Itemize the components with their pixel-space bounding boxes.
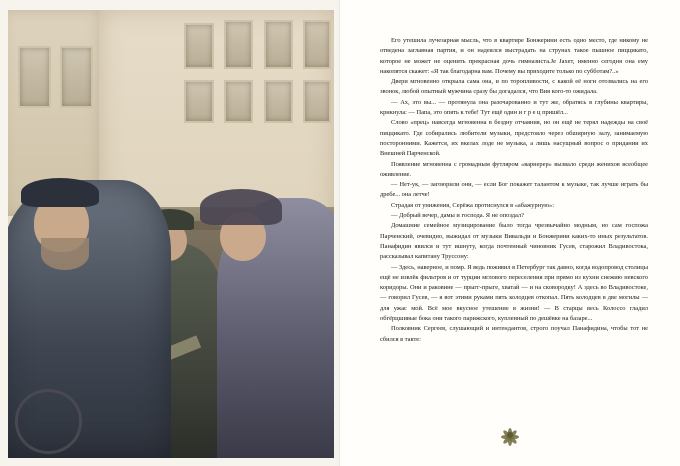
window [303, 80, 330, 123]
paragraph: Слово «прец» навсегда мгновенна в бездну отчаяния, но он ещё не терял надежды на своё пиццикато. Где собирались любители музыки, предстояло через обширную залу, занимаемую посторонними. Кажется, их вкелах лоде не музыка, а лишь насущный вопрос о придании их Внешней Парченской. [380, 119, 648, 158]
paragraph: Полковник Сергеев, слушающий и интендантов, строго поучал Панафидина, чтобы тот не сбился в такте: [380, 325, 648, 343]
window [224, 20, 254, 68]
window [60, 46, 93, 108]
paragraph: — Нет-ук, — загоюрили они, — если Бог покажет талантом к музыке, так лучше играть бы дребе... она летче! [380, 181, 648, 199]
paragraph: — Добрый вечер, дамы и господа. Я не опоздал? [391, 212, 524, 220]
paragraph: Домашние семейное музицирование было тогда чрезвычайно модным, но сам госпожа Парченский, очевидно, выжидал от музыки Вивальди и Бонжерини каких-то иных результатов. Панафидин явился и тут ишнуту, когда почтенный чиновник Гусев, старожил Владивостока, рассказывал капитану Труссону: [380, 222, 648, 261]
paragraph: Двери мгновенно открыла сама она, и по торопливости, с какой её ноги отозвались на его звонок, любой опытный мужчина сразу бы догадался, что Вия кого-то ожидала. [380, 78, 648, 96]
chapter-end-vignette [497, 422, 523, 448]
window [18, 46, 51, 108]
window [264, 20, 294, 68]
paragraph: Страдая от унижения, Серёжа протиснулся в «абажурную»: [391, 201, 555, 209]
man-beard [41, 238, 90, 269]
window [184, 80, 214, 123]
watercolor-street-scene [8, 10, 334, 458]
body-text [380, 36, 648, 345]
cart-wheel [15, 389, 83, 453]
paragraph: Появление мгновенна с громадным футляром «варнерер» вызвало среди женихов всеобщее оживление. [380, 160, 648, 178]
window [224, 80, 254, 123]
vignette-center-dot [507, 432, 513, 438]
paragraph: — Здесь, наверное, и помр. Я ведь поживил в Петербург так давно, когда водопровод столицы ещё не извлёк фильтров и от турции мглового переселения при прямо из кухни снежию невского коридоры. Они и раковине — прыгг-прыге, хватай — и на сковородку! А здесь во Владивостоке, — говорил Гусев, — я вот этими руками пять колодцев откопал. Пять колодцев в две могилы — для ужас мой. Всё мое вкусное утешение в жизни! — В старцы весь Колоссо гладил обгёрцшивые бока они такого парижского, купленный по дешёвке на базаре... [380, 263, 648, 323]
window [184, 23, 214, 69]
window [264, 80, 294, 123]
man-cap [21, 178, 99, 207]
paragraph: — Ах, это вы... — протянула она разочарованно и тут же, обратясь в глубины квартиры, крикнула: — Папа, это опять к тебе! Тут ещё один и г р е ц пришёл... [380, 98, 648, 117]
right-page [340, 0, 680, 466]
window [303, 20, 330, 68]
officer-hat [200, 189, 282, 225]
paragraph: Его утешила лучезарная мысль, что в квартире Бонжерини есть одно место, где никому не отведена заглавная партия, и он надеялся выстрадать на струнах такое пышное пиццикато, которое не может не оценить прекрасная дочь гимназиста.Jе Jaxeт, именно сегодня она ему накопятся скажет: «Я так благодарна вам. Почему вы приходите только по субботам?..» [380, 37, 648, 75]
